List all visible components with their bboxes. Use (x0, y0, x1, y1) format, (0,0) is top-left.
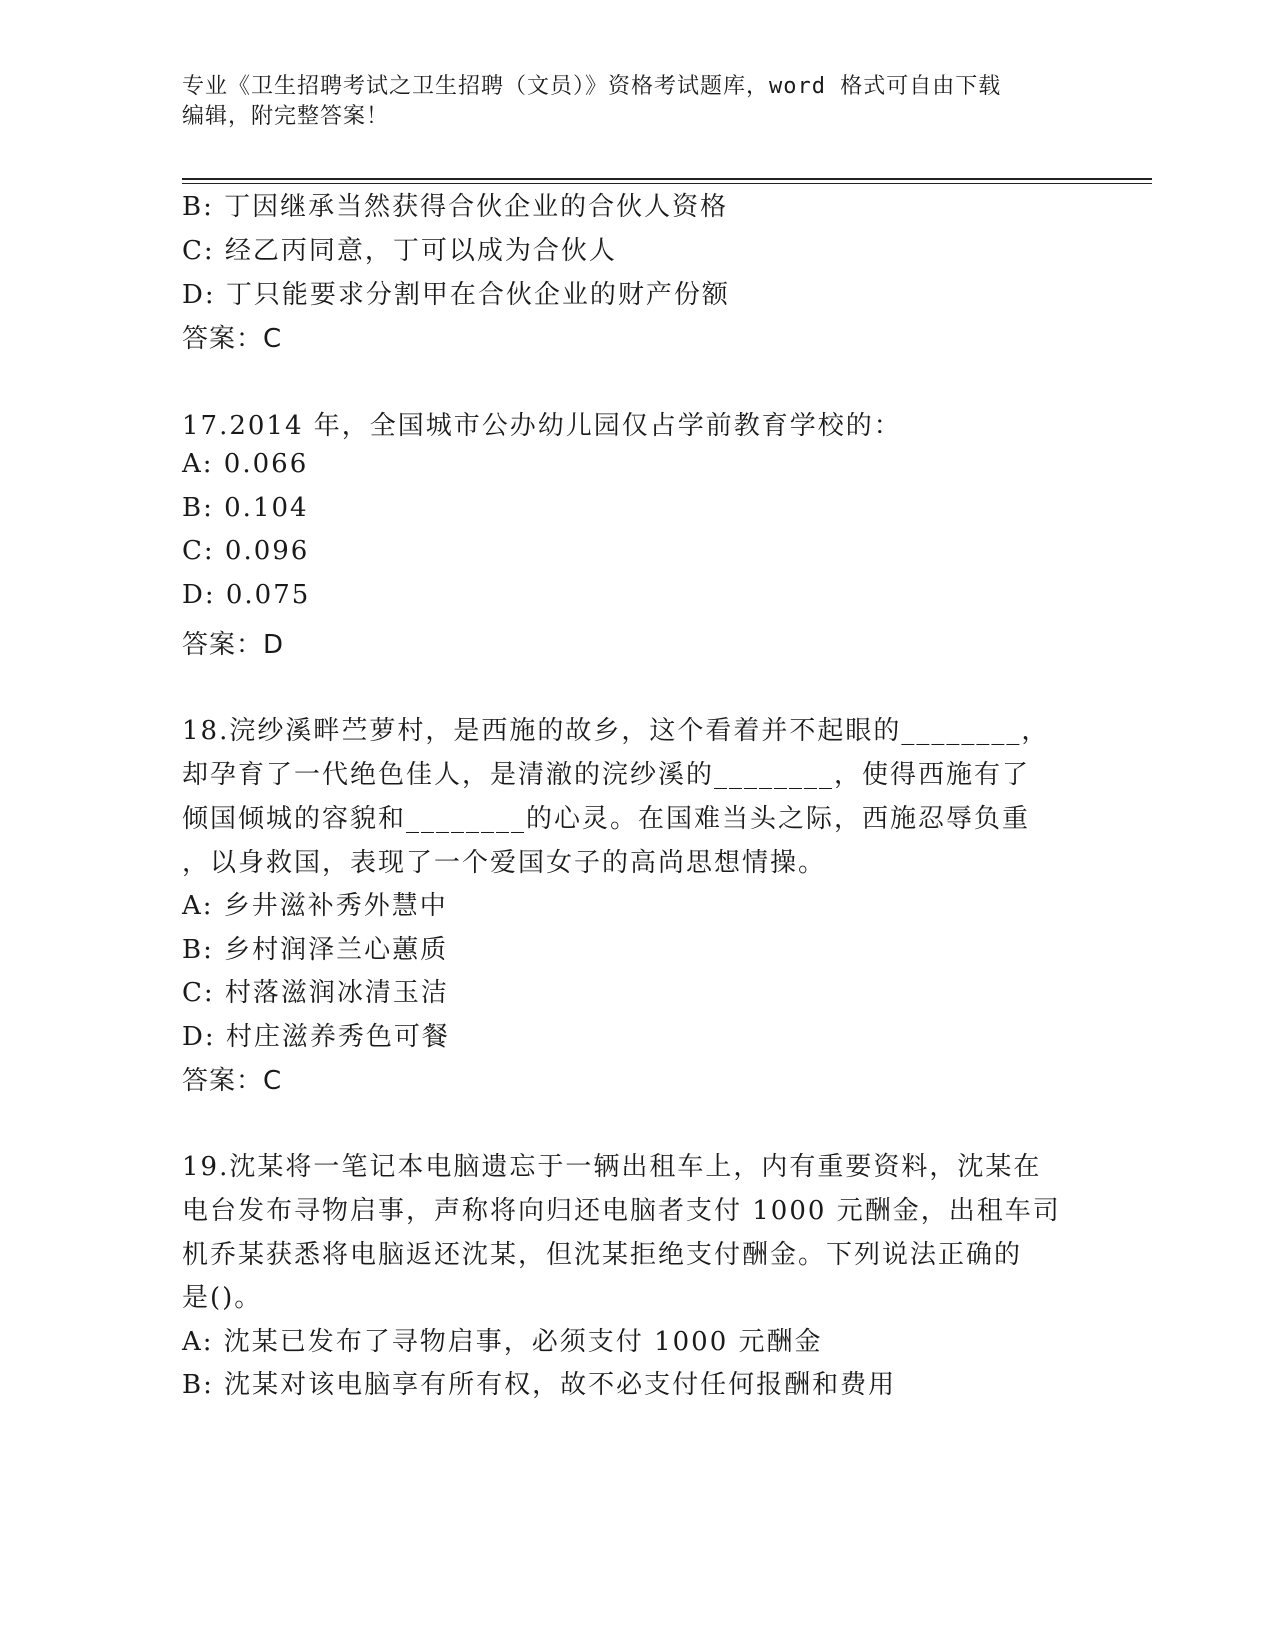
q18-stem-line-3: 倾国倾城的容貌和________的心灵。在国难当头之际，西施忍辱负重 (182, 804, 1031, 834)
q18-stem-line-2: 却孕育了一代绝色佳人，是清澈的浣纱溪的________，使得西施有了 (182, 760, 1031, 790)
header-line-2: 编辑，附完整答案！ (182, 104, 390, 129)
q18-stem-line-4: ，以身救国，表现了一个爱国女子的高尚思想情操。 (182, 848, 827, 878)
q19-option-a: A: 沈某已发布了寻物启事，必须支付 1000 元酬金 (182, 1327, 823, 1357)
q19-option-b: B: 沈某对该电脑享有所有权，故不必支付任何报酬和费用 (182, 1370, 897, 1400)
q18-option-c: C: 村落滋润冰清玉洁 (182, 978, 449, 1008)
q17-stem: 17.2014 年，全国城市公办幼儿园仅占学前教育学校的： (182, 411, 902, 441)
header-divider-thick (182, 178, 1152, 180)
q19-stem-line-3: 机乔某获悉将电脑返还沈某，但沈某拒绝支付酬金。下列说法正确的 (182, 1240, 1023, 1270)
q19-stem-line-2: 电台发布寻物启事，声称将向归还电脑者支付 1000 元酬金，出租车司 (182, 1196, 1061, 1226)
document-header (182, 72, 1062, 132)
q16-answer: 答案：C (182, 324, 283, 354)
q16-option-c: C: 经乙丙同意，丁可以成为合伙人 (182, 236, 617, 266)
q18-option-a: A: 乡井滋补秀外慧中 (182, 891, 448, 921)
header-line-1: 专业《卫生招聘考试之卫生招聘（文员）》资格考试题库，word 格式可自由下载 (182, 74, 1002, 99)
q17-option-b: B: 0.104 (182, 493, 309, 523)
q16-option-b: B: 丁因继承当然获得合伙企业的合伙人资格 (182, 192, 729, 222)
q17-option-d: D: 0.075 (182, 580, 311, 610)
q17-answer: 答案：D (182, 630, 285, 660)
q17-option-c: C: 0.096 (182, 536, 310, 566)
q18-answer: 答案：C (182, 1066, 283, 1096)
q17-option-a: A: 0.066 (182, 449, 309, 479)
header-divider-thin (182, 183, 1152, 184)
q18-stem-line-1: 18.浣纱溪畔苎萝村，是西施的故乡，这个看着并不起眼的________， (182, 716, 1050, 746)
q18-option-b: B: 乡村润泽兰心蕙质 (182, 935, 449, 965)
q18-option-d: D: 村庄滋养秀色可餐 (182, 1022, 450, 1052)
q19-stem-line-1: 19.沈某将一笔记本电脑遗忘于一辆出租车上，内有重要资料，沈某在 (182, 1152, 1042, 1182)
q16-option-d: D: 丁只能要求分割甲在合伙企业的财产份额 (182, 280, 730, 310)
q19-stem-line-4: 是()。 (182, 1283, 263, 1313)
